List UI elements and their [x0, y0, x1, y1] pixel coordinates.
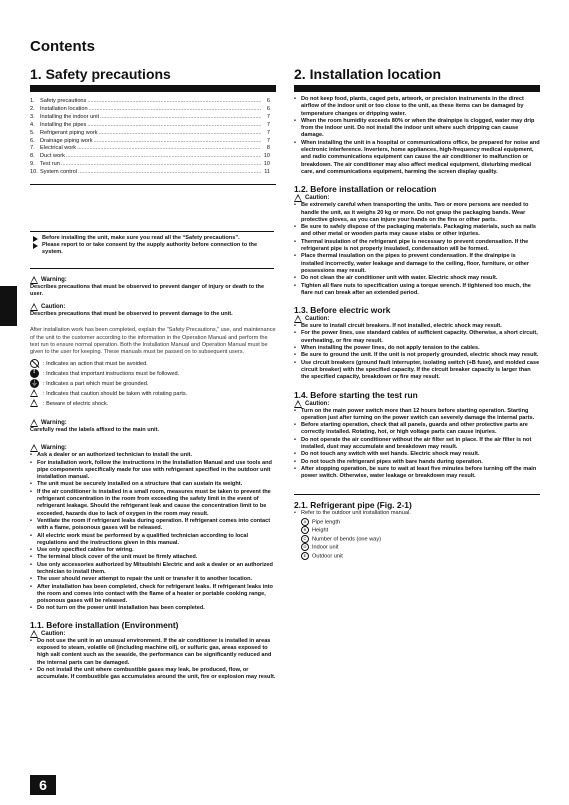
toc-leader [78, 169, 261, 177]
symbol-text: : Beware of electric shock. [43, 400, 109, 407]
list-item: • When installing the unit in a hospital or communications office, be prepared for noise and electronic interference. Inverters, home appliances, high-frequency medical equipment, and radio communications equipment can cause the air conditioner to malfunction or breakdown. The air conditioner may also affect medical equipment, disturbing medical care, and communications equipment, harming the screen display quality. [294, 140, 540, 176]
list-item: • After stopping operation, be sure to wait at least five minutes before turning off the main power switch. Otherwise, water leakage or breakdown may result. [294, 466, 540, 481]
caution-icon [294, 400, 302, 408]
list-item: • For installation work, follow the instructions in the Installation Manual and use tools and pipe components specifically made for use with refrigerant specified in the outdoor unit installation manual. [30, 460, 276, 482]
legend-text: Outdoor unit [312, 553, 343, 560]
list-item: • Do not turn on the power until installation has been completed. [30, 605, 276, 612]
list-item: • When the room humidity exceeds 80% or when the drainpipe is clogged, water may drip from the indoor unit. Do not install the indoor unit where such dripping can cause damage. [294, 118, 540, 140]
toc-page: 10 [263, 161, 270, 168]
caution-list [294, 408, 540, 481]
toc-page: 11 [264, 169, 270, 176]
list-item: • Do not keep food, plants, caged pets, artwork, or precision instruments in the direct airflow of the indoor unit or too close to the unit, as these items can be damaged by temperature changes or dripping water. [294, 96, 540, 118]
legend-key: C [301, 535, 309, 543]
toc-entry [30, 145, 270, 153]
page-title: Contents [30, 38, 95, 55]
caution-description: Describes precautions that must be observed to prevent damage to the unit. [30, 310, 233, 317]
legend-item [301, 543, 540, 551]
toc-number: 7. [30, 145, 35, 152]
list-item: • Do not use the unit in an unusual environment. If the air conditioner is installed in areas exposed to steam, volatile oil (including machine oil), or sulfuric gas, areas exposed to high salt content such as the seaside, the performance can be significantly reduced and the internal parts can be damaged. [30, 638, 276, 667]
location-list [294, 96, 540, 176]
symbol-list [30, 359, 276, 409]
toc-page: 7 [266, 137, 270, 144]
electric-shock-icon [30, 399, 39, 408]
legend-item [301, 526, 540, 534]
list-item: • Use only specified cables for wiring. [30, 547, 276, 554]
caution-list [294, 202, 540, 297]
refrigerant-intro: • Refer to the outdoor unit installation manual. [294, 510, 411, 517]
subsection-title: 1.2. Before installation or relocation [294, 184, 437, 195]
list-item: • Tighten all flare nuts to specification using a torque wrench. If tightened too much, the flare nut can break after an extended period. [294, 283, 540, 298]
list-item: • Before starting operation, check that all panels, guards and other protective parts are correctly installed. Rotating, hot, or high voltage parts can cause injuries. [294, 422, 540, 437]
header-rule-right [294, 85, 540, 92]
legend-item [301, 518, 540, 526]
toc-title: Installing the indoor unit [40, 113, 100, 120]
toc-number: 10. [30, 169, 38, 176]
toc-title: System control [40, 169, 77, 176]
toc-page: 6 [266, 98, 270, 104]
toc-leader [100, 114, 261, 122]
toc-page: 8 [266, 145, 270, 152]
caution-list [30, 638, 276, 682]
list-item: • The user should never attempt to repair the unit or transfer it to another location. [30, 576, 276, 583]
right-column [294, 96, 540, 560]
symbol-text: : Indicates that important instructions must be followed. [43, 370, 180, 377]
toc-number: 5. [30, 129, 35, 136]
legend-key: B [301, 526, 309, 534]
warning-icon [30, 276, 38, 284]
toc-leader [89, 106, 261, 114]
subsection-title: 1.4. Before starting the test run [294, 389, 418, 400]
toc-number: 8. [30, 153, 35, 160]
divider [294, 494, 540, 495]
caution-icon [294, 315, 302, 323]
table-of-contents [30, 98, 270, 177]
section-title-installation: 2. Installation location [294, 66, 442, 82]
legend-item [301, 552, 540, 560]
legend-list [294, 518, 540, 560]
toc-leader [94, 138, 261, 146]
toc-entry [30, 161, 270, 169]
legend-key: D [301, 543, 309, 551]
symbol-text: : Indicates that caution should be taken with rotating parts. [43, 390, 188, 397]
toc-title: Installation location [40, 105, 88, 112]
list-item: • Use circuit breakers (ground fault interrupter, isolating switch (+B fuse), and molded case circuit breaker) with the specified capacity. If the circuit breaker capacity is larger than the specified capacity, breakdown or fire may result. [294, 360, 540, 382]
subsection-title: 1.3. Before electric work [294, 305, 391, 316]
important-icon [30, 369, 39, 378]
list-item: • Use only accessories authorized by Mitsubishi Electric and ask a dealer or an authorized technician to install them. [30, 562, 276, 577]
toc-title: Duct work [40, 153, 65, 160]
list-item: • Be sure to safely dispose of the packaging materials. Packaging materials, such as nails and other metal or wooden parts may cause stabs or other injuries. [294, 224, 540, 239]
list-item: • The unit must be securely installed on a structure that can sustain its weight. [30, 481, 276, 488]
caution-icon [30, 630, 38, 638]
list-item: • All electric work must be performed by a qualified technician according to local regulations and the instructions given in this manual. [30, 533, 276, 548]
caution-heading: Caution: [294, 400, 540, 408]
legend-item [301, 535, 540, 543]
toc-number: 1. [30, 98, 35, 104]
warning-heading: Warning: [30, 276, 276, 284]
symbol-row [30, 399, 276, 409]
notice-item: Please report to or take consent by the supply authority before connection to the system. [30, 242, 274, 256]
toc-page: 7 [266, 129, 270, 136]
toc-title: Safety precautions [40, 98, 87, 104]
list-item: • Place thermal insulation on the pipes to prevent condensation. If the drainpipe is installed incorrectly, water leakage and damage to the ceiling, floor, furniture, or other possessions may result. [294, 253, 540, 275]
toc-number: 9. [30, 161, 35, 168]
prohibited-icon [30, 359, 39, 368]
toc-page: 7 [266, 121, 270, 128]
page-number: 6 [30, 775, 56, 795]
toc-number: 6. [30, 137, 35, 144]
list-item: • Do not operate the air conditioner without the air filter set in place. If the air filter is not installed, dust may accumulate and breakdown may result. [294, 437, 540, 452]
list-item: • Be extremely careful when transporting the units. Two or more persons are needed to handle the unit, as it weighs 20 kg or more. Do not grasp the packaging bands. Wear protective gloves, as you can injure your hands on the fins or other parts. [294, 202, 540, 224]
toc-entry [30, 153, 270, 161]
toc-leader [87, 122, 261, 130]
toc-title: Electrical work [40, 145, 77, 152]
caution-icon [30, 303, 38, 311]
toc-leader [77, 145, 261, 153]
toc-title: Test run [40, 161, 60, 168]
legend-text: Height [312, 527, 329, 534]
toc-entry [30, 122, 270, 130]
toc-leader [99, 130, 261, 138]
legend-key: E [301, 552, 309, 560]
list-item: • The terminal block cover of the unit must be firmly attached. [30, 554, 276, 561]
caution-heading: Caution: [294, 194, 540, 202]
header-rule-left [30, 85, 276, 92]
side-tab [0, 286, 17, 326]
list-item: • Turn on the main power switch more than 12 hours before starting operation. Starting operation just after turning on the power switch can severely damage the internal parts. [294, 408, 540, 423]
toc-page: 7 [266, 113, 270, 120]
symbol-row [30, 389, 276, 399]
list-item: • Do not touch any switch with wet hands. Electric shock may result. [294, 451, 540, 458]
legend-key: A [301, 518, 309, 526]
warning-icon [30, 419, 38, 427]
toc-page: 6 [266, 105, 270, 112]
notice-item: Before installing the unit, make sure you read all the “Safety precautions”. [30, 235, 274, 242]
legend-text: Number of bends (one way) [312, 536, 382, 543]
symbol-row [30, 379, 276, 389]
toc-title: Installing the pipes [40, 121, 87, 128]
toc-entry [30, 138, 270, 146]
warning-heading: Warning: [30, 444, 276, 452]
notice-box [30, 231, 274, 269]
symbol-row [30, 359, 276, 369]
toc-leader [87, 98, 261, 106]
toc-leader [61, 161, 261, 169]
list-item: • Be sure to install circuit breakers. If not installed, electric shock may result. [294, 323, 540, 330]
toc-number: 2. [30, 105, 35, 112]
warning-list [30, 452, 276, 613]
toc-entry [30, 106, 270, 114]
intro-paragraph: After installation work has been completed, explain the “Safety Precautions,” use, and maintenance of the unit to the customer according to the information in the Operation Manual and perform the test run to ensure normal operation. Both the Installation Manual and Operation Manual must be given to the user for keeping. These manuals must be passed on to subsequent users. [30, 327, 276, 356]
caution-heading: Caution: [294, 315, 540, 323]
toc-title: Refrigerant piping work [40, 129, 98, 136]
list-item: • If the air conditioner is installed in a small room, measures must be taken to prevent the refrigerant concentration in the room from exceeding the safety limit in the event of refrigerant leakage. Should the refrigerant leak and cause the concentration limit to be exceeded, hazards due to lack of oxygen in the room may result. [30, 489, 276, 518]
section-title-safety: 1. Safety precautions [30, 66, 171, 82]
list-item: • For the power lines, use standard cables of sufficient capacity. Otherwise, a short circuit, overheating, or fire may result. [294, 330, 540, 345]
symbol-text: : Indicates an action that must be avoided. [43, 360, 148, 367]
warning-description: Describes precautions that must be observed to prevent danger of injury or death to the user. [30, 284, 265, 298]
list-item: • When installing the power lines, do not apply tension to the cables. [294, 345, 540, 352]
toc-title: Drainage piping work [40, 137, 93, 144]
legend-text: Indoor unit [312, 544, 339, 551]
caution-heading: Caution: [30, 630, 276, 638]
symbol-text: : Indicates a part which must be grounded. [43, 380, 149, 387]
toc-entry [30, 130, 270, 138]
list-item: • Do not clean the air conditioner unit with water. Electric shock may result. [294, 275, 540, 282]
list-item: • Be sure to ground the unit. If the unit is not properly grounded, electric shock may result. [294, 352, 540, 359]
ground-icon [30, 379, 39, 388]
toc-entry [30, 169, 270, 177]
list-item: • Ventilate the room if refrigerant leaks during operation. If refrigerant comes into contact with a flame, poisonous gases will be released. [30, 518, 276, 533]
toc-page: 10 [263, 153, 270, 160]
legend-text: Pipe length [312, 519, 340, 526]
divider [30, 184, 276, 185]
toc-number: 4. [30, 121, 35, 128]
caution-heading: Caution: [30, 303, 276, 311]
subsection-title: 1.1. Before installation (Environment) [30, 619, 179, 630]
list-item: • Thermal insulation of the refrigerant pipe is necessary to prevent condensation. If the refrigerant pipe is not properly insulated, condensation will be formed. [294, 239, 540, 254]
list-item: • Do not install the unit where combustible gases may leak, be produced, flow, or accumulate. If combustible gas accumulates around the unit, fire or explosion may result. [30, 667, 276, 682]
toc-entry [30, 98, 270, 106]
subsection-title: 2.1. Refrigerant pipe (Fig. 2-1) [294, 500, 412, 511]
caution-icon [294, 194, 302, 202]
toc-leader [66, 153, 261, 161]
warning-icon [30, 444, 38, 452]
warning-heading: Warning: [30, 419, 276, 427]
list-item: • Ask a dealer or an authorized technician to install the unit. [30, 452, 276, 459]
toc-number: 3. [30, 113, 35, 120]
rotating-parts-icon [30, 389, 39, 398]
list-item: • After installation has been completed, check for refrigerant leaks. If refrigerant leaks into the room and comes into contact with the flame of a heater or portable cooking range, poisonous gases will be released. [30, 584, 276, 606]
left-column [30, 276, 276, 682]
caution-list [294, 323, 540, 381]
warning-labels-text: Carefully read the labels affixed to the main unit. [30, 426, 159, 433]
toc-entry [30, 114, 270, 122]
symbol-row [30, 369, 276, 379]
list-item: • Do not touch the refrigerant pipes with bare hands during operation. [294, 459, 540, 466]
